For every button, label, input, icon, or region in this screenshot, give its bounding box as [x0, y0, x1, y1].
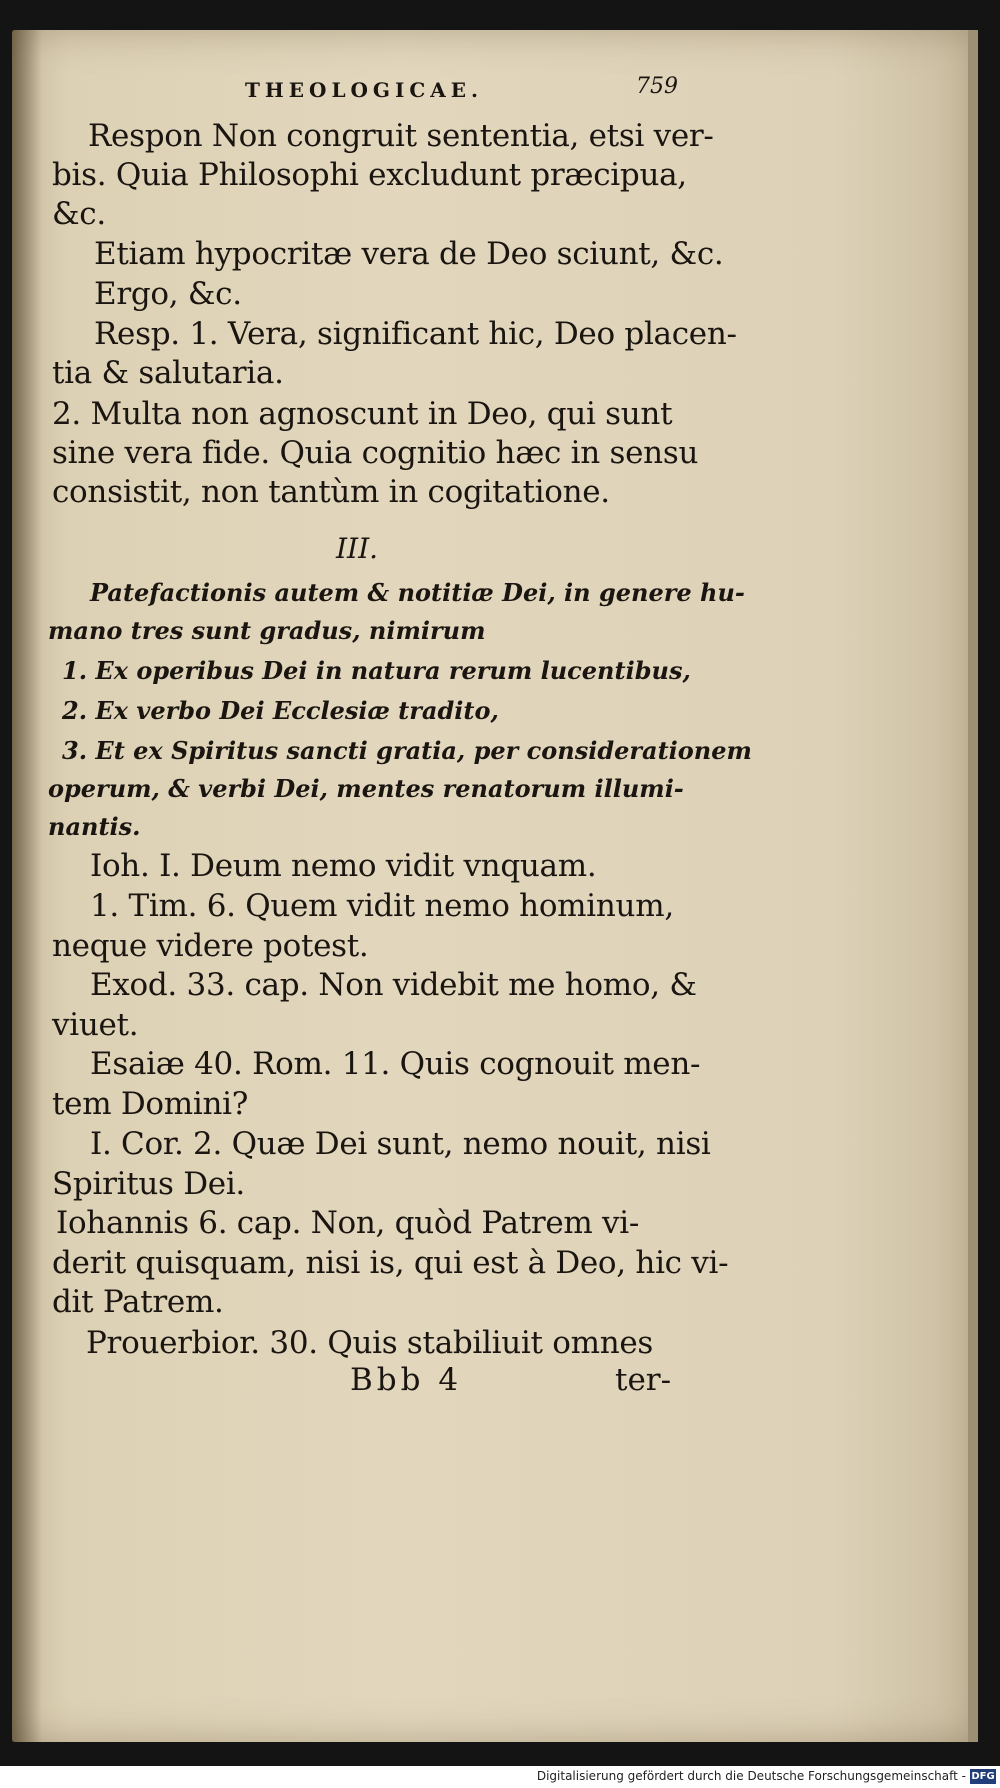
citation-line: Iohannis 6. cap. Non, quòd Patrem vi-: [56, 1205, 640, 1241]
italic-line: nantis.: [48, 812, 141, 841]
page-number: 759: [636, 74, 678, 99]
citation-line: dit Patrem.: [52, 1284, 224, 1320]
spine-shadow: [12, 30, 42, 1742]
digitization-footer: [0, 1766, 1000, 1788]
citation-line: neque videre potest.: [52, 928, 369, 964]
citation-line: Spiritus Dei.: [52, 1166, 245, 1202]
italic-line: mano tres sunt gradus, nimirum: [48, 616, 486, 645]
text-line: &c.: [52, 196, 106, 232]
text-line: 2. Multa non agnoscunt in Deo, qui sunt: [52, 396, 673, 432]
running-title: THEOLOGICAE.: [245, 78, 484, 102]
text-line: Respon Non congruit sententia, etsi ver-: [88, 118, 714, 154]
citation-line: tem Domini?: [52, 1086, 249, 1122]
text-line: sine vera fide. Quia cognitio hæc in sensu: [52, 435, 699, 471]
citation-line: I. Cor. 2. Quæ Dei sunt, nemo nouit, nisi: [90, 1126, 711, 1162]
section-number: III.: [336, 532, 379, 565]
italic-line: Patefactionis autem & notitiæ Dei, in genere hu-: [90, 578, 745, 607]
dfg-logo: DFG: [971, 1771, 995, 1782]
italic-line: 3. Et ex Spiritus sancti gratia, per considerationem: [62, 736, 752, 765]
text-line: Resp. 1. Vera, significant hic, Deo placen-: [94, 316, 737, 352]
text-line: consistit, non tantùm in cogitatione.: [52, 474, 610, 510]
text-line: Etiam hypocritæ vera de Deo sciunt, &c.: [94, 236, 724, 272]
italic-line: 1. Ex operibus Dei in natura rerum lucentibus,: [62, 656, 691, 685]
footer-credit: Digitalisierung gefördert durch die Deutsche Forschungsgemeinschaft -: [536, 1769, 966, 1783]
citation-line: derit quisquam, nisi is, qui est à Deo, hic vi-: [52, 1245, 729, 1281]
signature-mark: Bbb 4: [350, 1362, 463, 1398]
citation-line: Exod. 33. cap. Non videbit me homo, &: [90, 967, 697, 1003]
citation-line: Esaiæ 40. Rom. 11. Quis cognouit men-: [90, 1046, 701, 1082]
text-line: tia & salutaria.: [52, 355, 284, 391]
italic-line: 2. Ex verbo Dei Ecclesiæ tradito,: [62, 696, 499, 725]
citation-line: 1. Tim. 6. Quem vidit nemo hominum,: [90, 888, 674, 924]
catchword: ter-: [615, 1362, 672, 1398]
italic-line: operum, & verbi Dei, mentes renatorum illumi-: [48, 774, 684, 803]
citation-line: Prouerbior. 30. Quis stabiliuit omnes: [86, 1325, 654, 1361]
citation-line: Ioh. I. Deum nemo vidit vnquam.: [90, 848, 597, 884]
text-line: Ergo, &c.: [94, 276, 242, 312]
citation-line: viuet.: [52, 1007, 139, 1043]
page-edge: [968, 30, 978, 1742]
text-line: bis. Quia Philosophi excludunt præcipua,: [52, 157, 687, 193]
